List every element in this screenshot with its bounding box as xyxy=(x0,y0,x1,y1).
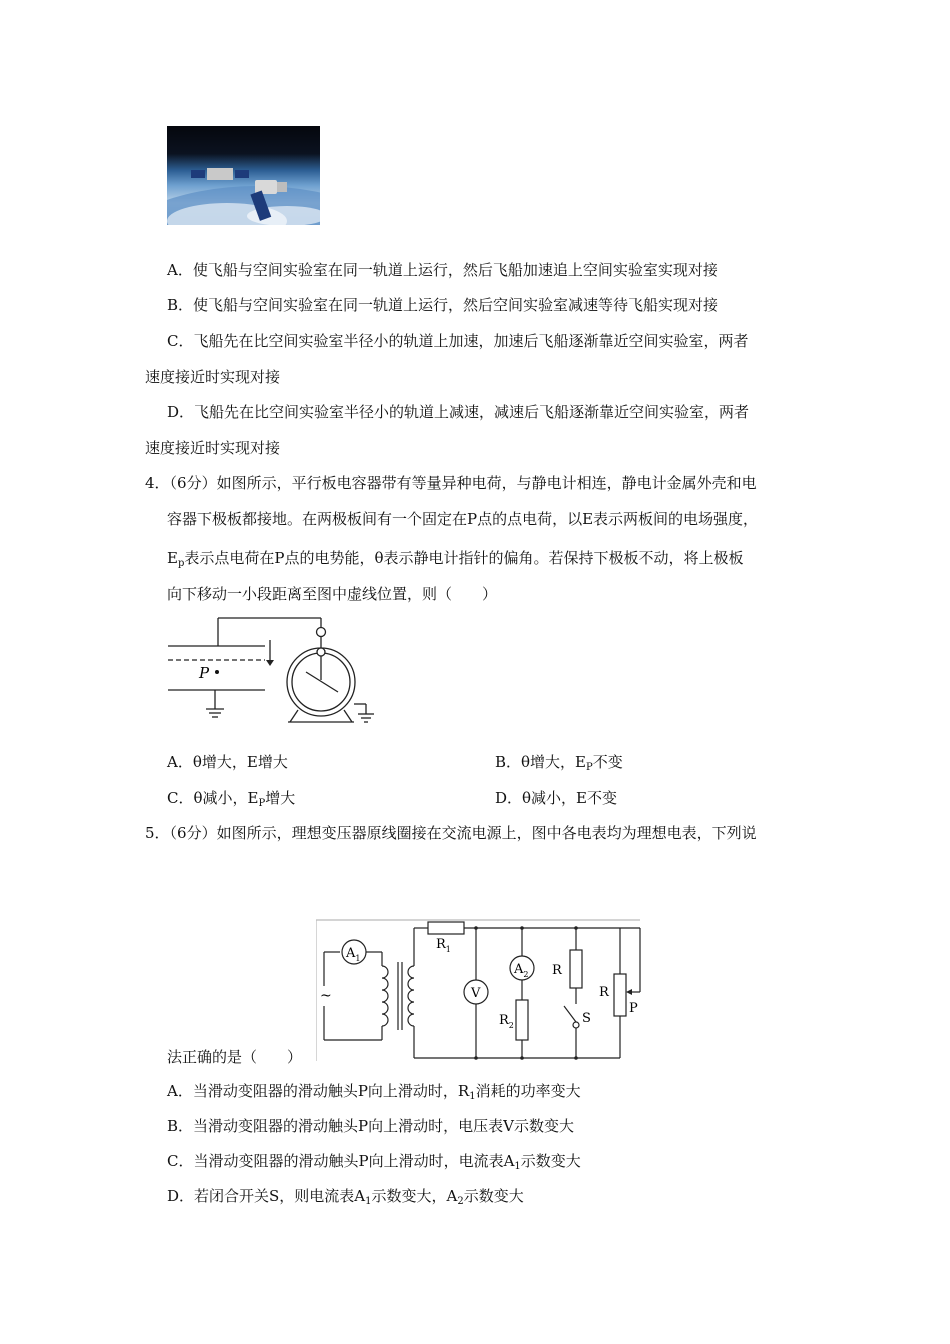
slider-p-label: P xyxy=(629,1001,638,1016)
q5-stem-line2: 法正确的是（ ） xyxy=(167,1048,303,1066)
voltmeter-v-label: V xyxy=(471,986,481,1001)
resistor-r1-label: $R_1$ xyxy=(436,937,451,954)
q3-option-c: C．飞船先在比空间实验室半径小的轨道上加速，加速后飞船逐渐靠近空间实验室，两者 xyxy=(167,332,749,350)
q4-option-c: C．θ减小，$E_P$增大 xyxy=(167,789,296,809)
ac-source-label: ~ xyxy=(320,988,332,1004)
transformer-circuit-figure xyxy=(316,918,644,1063)
q4-stem-line4: 向下移动一小段距离至图中虚线位置，则（ ） xyxy=(167,585,498,603)
q4-stem-line2: 容器下极板都接地。在两极板间有一个固定在P点的点电荷，以E表示两板间的电场强度， xyxy=(167,510,759,528)
q4-option-a: A．θ增大，E增大 xyxy=(167,753,288,771)
q5-option-a: A．当滑动变阻器的滑动触头P向上滑动时，$R_1$消耗的功率变大 xyxy=(167,1082,581,1102)
ammeter-a1-label: $A_1$ xyxy=(346,946,361,963)
q5-stem-line1: 5．（6分）如图所示，理想变压器原线圈接在交流电源上，图中各电表均为理想电表，下列说 xyxy=(145,824,757,842)
resistor-r2-label: $R_2$ xyxy=(499,1013,514,1030)
q5-option-c: C．当滑动变阻器的滑动触头P向上滑动时，电流表$A_1$示数变大 xyxy=(167,1152,581,1172)
q4-stem-line1: 4．（6分）如图所示，平行板电容器带有等量异种电荷，与静电计相连，静电计金属外壳和电 xyxy=(145,474,757,492)
q4-option-d: D．θ减小，E不变 xyxy=(495,789,618,807)
q3-option-d-cont: 速度接近时实现对接 xyxy=(145,439,281,457)
q3-option-d: D．飞船先在比空间实验室半径小的轨道上减速，减速后飞船逐渐靠近空间实验室，两者 xyxy=(167,403,750,421)
resistor-r-label: R xyxy=(552,963,562,978)
q3-option-c-cont: 速度接近时实现对接 xyxy=(145,368,281,386)
q5-option-d: D．若闭合开关S，则电流表$A_1$示数变大，$A_2$示数变大 xyxy=(167,1187,524,1207)
q4-stem-line3: $E_p$表示点电荷在P点的电势能，θ表示静电计指针的偏角。若保持下极板不动，将上极板 xyxy=(167,549,744,569)
rheostat-r-label: R xyxy=(599,985,609,1000)
q3-option-a: A．使飞船与空间实验室在同一轨道上运行，然后飞船加速追上空间实验室实现对接 xyxy=(167,261,718,279)
ammeter-a2-label: $A_2$ xyxy=(514,962,529,979)
point-p-label: P xyxy=(199,664,210,682)
switch-s-label: S xyxy=(582,1011,591,1026)
q5-option-b: B．当滑动变阻器的滑动触头P向上滑动时，电压表V示数变大 xyxy=(167,1117,574,1135)
q4-option-b: B．θ增大，$E_P$不变 xyxy=(495,753,623,773)
spacecraft-docking-image xyxy=(167,126,320,225)
q3-option-b: B．使飞船与空间实验室在同一轨道上运行，然后空间实验室减速等待飞船实现对接 xyxy=(167,296,719,314)
capacitor-electroscope-figure xyxy=(160,614,385,734)
